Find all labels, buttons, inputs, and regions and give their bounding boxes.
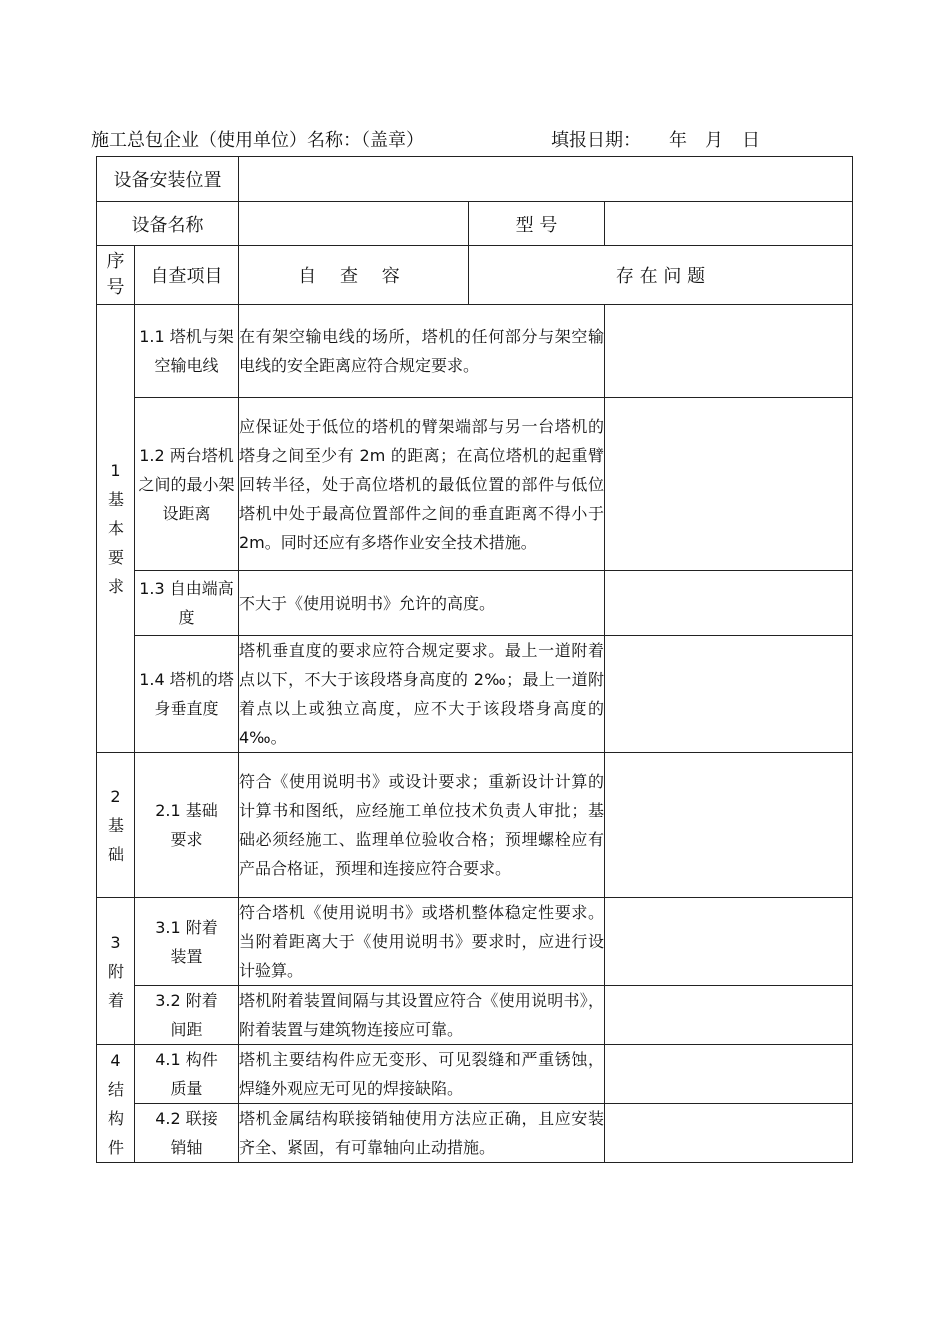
column-header-row (97, 246, 853, 305)
issue-field[interactable] (605, 1104, 853, 1163)
table-row (97, 571, 853, 636)
check-item: 1.2 两台塔机之间的最小架设距离 (135, 398, 239, 571)
check-content: 塔机主要结构件应无变形、可见裂缝和严重锈蚀，焊缝外观应无可见的焊接缺陷。 (239, 1045, 605, 1104)
device-name-field[interactable] (239, 202, 469, 246)
year-label: 年 (669, 130, 687, 151)
table-row (97, 636, 853, 753)
table-row (97, 986, 853, 1045)
install-location-field[interactable] (239, 157, 853, 202)
table-row (97, 398, 853, 571)
check-item: 3.2 附着间距 (135, 986, 239, 1045)
col-content-header: 自 查 容 (239, 246, 469, 305)
month-label: 月 (705, 130, 723, 151)
group-label: 3附着 (97, 898, 135, 1045)
company-label: 施工总包企业（使用单位）名称：（盖章） (91, 130, 424, 151)
col-item-header: 自查项目 (135, 246, 239, 305)
check-content: 不大于《使用说明书》允许的高度。 (239, 571, 605, 636)
check-content: 塔机垂直度的要求应符合规定要求。最上一道附着点以下，不大于该段塔身高度的 2‰；最上一道附着点以上或独立高度，应不大于该段塔身高度的 4‰。 (239, 636, 605, 753)
check-item: 1.4 塔机的塔身垂直度 (135, 636, 239, 753)
check-item: 4.1 构件质量 (135, 1045, 239, 1104)
issue-field[interactable] (605, 898, 853, 986)
table-row (97, 1045, 853, 1104)
issue-field[interactable] (605, 398, 853, 571)
day-label: 日 (742, 130, 760, 151)
check-item: 1.3 自由端高度 (135, 571, 239, 636)
self-check-table (96, 156, 853, 1163)
col-issues-header: 存 在 问 题 (469, 246, 853, 305)
table-row (97, 753, 853, 898)
issue-field[interactable] (605, 986, 853, 1045)
check-item: 1.1 塔机与架空输电线 (135, 305, 239, 398)
check-content: 塔机附着装置间隔与其设置应符合《使用说明书》，附着装置与建筑物连接应可靠。 (239, 986, 605, 1045)
issue-field[interactable] (605, 571, 853, 636)
group-label: 2基础 (97, 753, 135, 898)
model-field[interactable] (605, 202, 853, 246)
issue-field[interactable] (605, 305, 853, 398)
install-location-label: 设备安装位置 (97, 157, 239, 202)
col-seq-header: 序号 (97, 246, 135, 305)
form-header (0, 126, 950, 156)
table-row (97, 898, 853, 986)
check-content: 塔机金属结构联接销轴使用方法应正确，且应安装齐全、紧固，有可靠轴向止动措施。 (239, 1104, 605, 1163)
model-label: 型 号 (469, 202, 605, 246)
issue-field[interactable] (605, 636, 853, 753)
check-item: 4.2 联接销轴 (135, 1104, 239, 1163)
check-content: 符合塔机《使用说明书》或塔机整体稳定性要求。当附着距离大于《使用说明书》要求时，应进行设计验算。 (239, 898, 605, 986)
install-location-row (97, 157, 853, 202)
issue-field[interactable] (605, 753, 853, 898)
group-label: 1基本要求 (97, 305, 135, 753)
table-row (97, 305, 853, 398)
check-item: 3.1 附着装置 (135, 898, 239, 986)
check-content: 在有架空输电线的场所，塔机的任何部分与架空输电线的安全距离应符合规定要求。 (239, 305, 605, 398)
table-row (97, 1104, 853, 1163)
date-label: 填报日期： (551, 130, 641, 151)
check-item: 2.1 基础要求 (135, 753, 239, 898)
check-content: 应保证处于低位的塔机的臂架端部与另一台塔机的塔身之间至少有 2m 的距离；在高位塔机的起重臂回转半径，处于高位塔机的最低位置的部件与低位塔机中处于最高位置部件之间的垂直距离不得小于 2m。同时还应有多塔作业安全技术措施。 (239, 398, 605, 571)
device-name-row (97, 202, 853, 246)
issue-field[interactable] (605, 1045, 853, 1104)
device-name-label: 设备名称 (97, 202, 239, 246)
group-label: 4结构件 (97, 1045, 135, 1163)
check-content: 符合《使用说明书》或设计要求；重新设计计算的计算书和图纸，应经施工单位技术负责人审批；基础必须经施工、监理单位验收合格；预埋螺栓应有产品合格证，预埋和连接应符合要求。 (239, 753, 605, 898)
